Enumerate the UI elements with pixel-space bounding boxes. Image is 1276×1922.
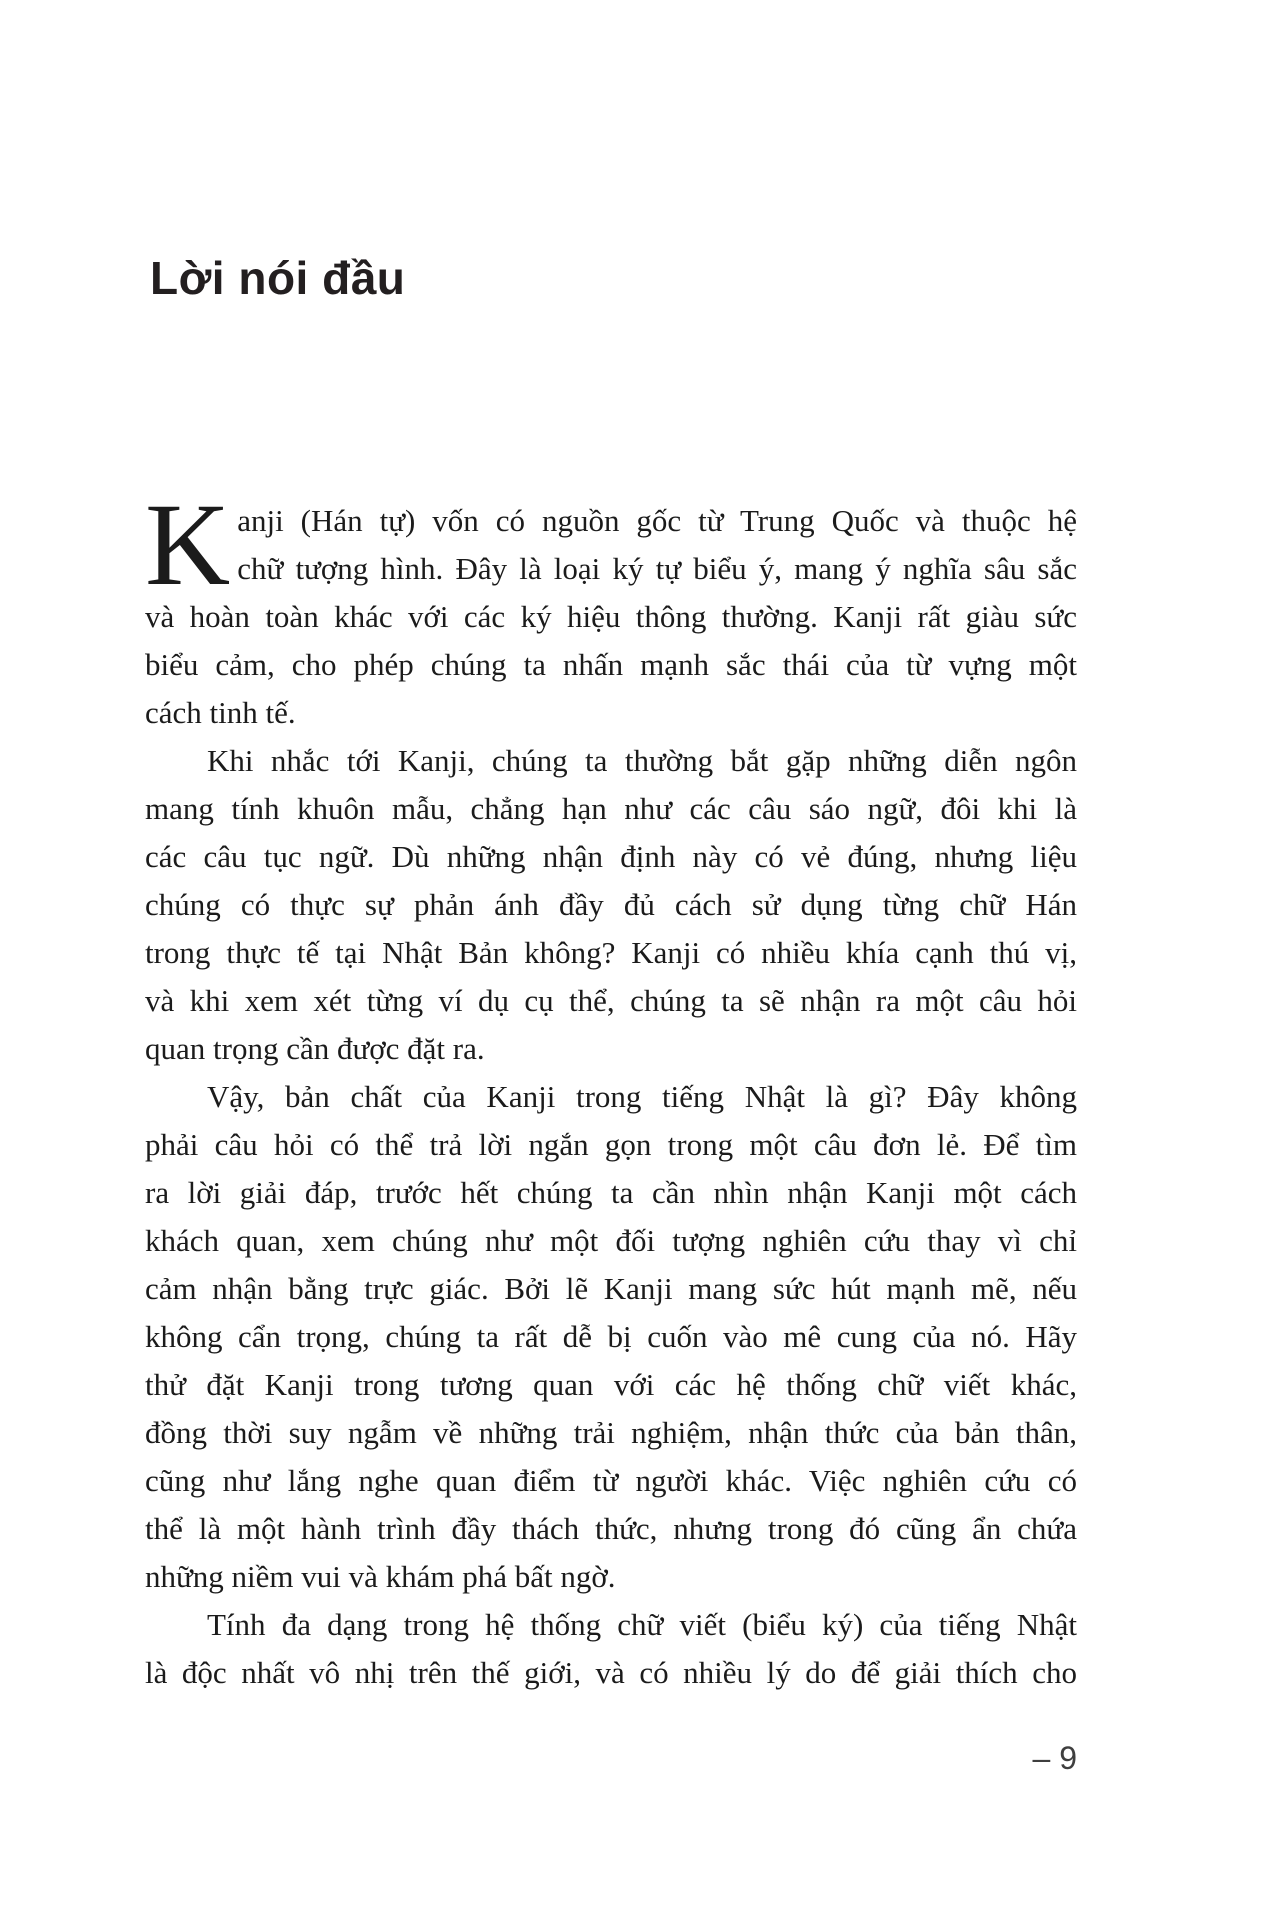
text-line: Vậy, bản chất của Kanji trong tiếng Nhật là gì? Đây không [207,1079,1077,1114]
text-line: thử đặt Kanji trong tương quan với các hệ thống chữ viết khác, [145,1367,1077,1402]
body-text [145,479,1077,1697]
text-line: ra lời giải đáp, trước hết chúng ta cần nhìn nhận Kanji một cách [145,1175,1077,1210]
text-line: thể là một hành trình đầy thách thức, nhưng trong đó cũng ẩn chứa [145,1511,1077,1546]
text-line: Tính đa dạng trong hệ thống chữ viết (biểu ký) của tiếng Nhật [207,1607,1077,1642]
paragraph [145,1601,1077,1697]
text-line: là độc nhất vô nhị trên thế giới, và có nhiều lý do để giải thích cho [145,1655,1077,1690]
chapter-title: Lời nói đầu [150,251,406,304]
text-line: anji (Hán tự) vốn có nguồn gốc từ Trung Quốc và thuộc hệ [237,503,1077,538]
text-line: cảm nhận bằng trực giác. Bởi lẽ Kanji mang sức hút mạnh mẽ, nếu [145,1271,1077,1306]
text-line: mang tính khuôn mẫu, chẳng hạn như các câu sáo ngữ, đôi khi là [145,791,1077,826]
text-line: chúng có thực sự phản ánh đầy đủ cách sử dụng từng chữ Hán [145,887,1077,922]
text-line: quan trọng cần được đặt ra. [145,1031,485,1066]
paragraph [145,479,1077,737]
text-line: khách quan, xem chúng như một đối tượng nghiên cứu thay vì chỉ [145,1223,1077,1258]
text-line: không cẩn trọng, chúng ta rất dễ bị cuốn vào mê cung của nó. Hãy [145,1319,1077,1354]
text-line: các câu tục ngữ. Dù những nhận định này có vẻ đúng, nhưng liệu [145,839,1077,874]
text-line: Khi nhắc tới Kanji, chúng ta thường bắt gặp những diễn ngôn [207,743,1077,778]
text-line: những niềm vui và khám phá bất ngờ. [145,1559,616,1594]
text-line: và hoàn toàn khác với các ký hiệu thông thường. Kanji rất giàu sức [145,599,1077,634]
text-line: cách tinh tế. [145,695,296,730]
page-number: – 9 [1032,1740,1077,1776]
text-line: trong thực tế tại Nhật Bản không? Kanji có nhiều khía cạnh thú vị, [145,935,1077,970]
text-line: biểu cảm, cho phép chúng ta nhấn mạnh sắc thái của từ vựng một [145,647,1077,682]
text-line: chữ tượng hình. Đây là loại ký tự biểu ý, mang ý nghĩa sâu sắc [237,551,1077,586]
text-line: đồng thời suy ngẫm về những trải nghiệm, nhận thức của bản thân, [145,1415,1077,1450]
paragraph [145,737,1077,1073]
text-line: cũng như lắng nghe quan điểm từ người khác. Việc nghiên cứu có [145,1463,1077,1498]
dropcap-letter: K [145,479,231,610]
text-line: phải câu hỏi có thể trả lời ngắn gọn trong một câu đơn lẻ. Để tìm [145,1127,1077,1162]
text-line: và khi xem xét từng ví dụ cụ thể, chúng ta sẽ nhận ra một câu hỏi [145,983,1077,1018]
paragraph [145,1073,1077,1601]
